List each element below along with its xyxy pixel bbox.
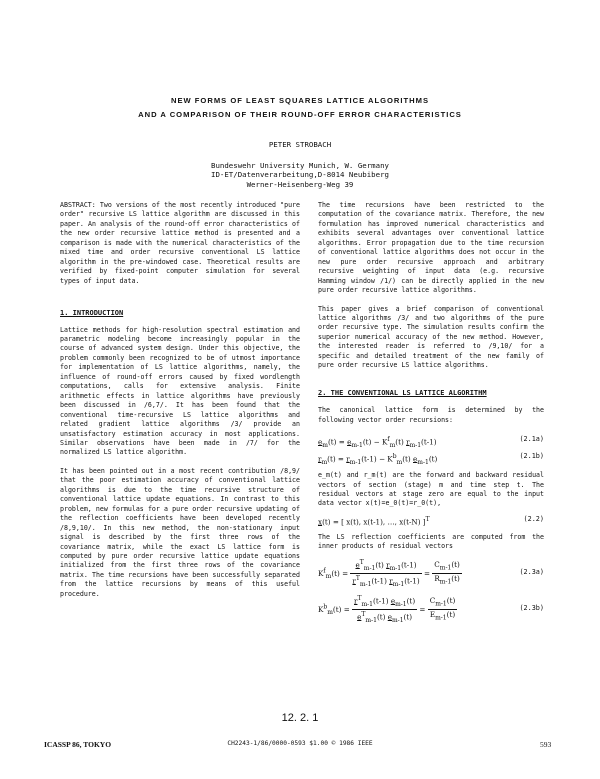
footer-page-number: 593 [540,740,552,749]
paper-title-line-1: NEW FORMS OF LEAST SQUARES LATTICE ALGORITHMS [170,96,430,105]
abstract: ABSTRACT: Two versions of the most recently introduced "pure order" recursive LS lattice algorithm are discussed in this paper. An analysis of the round-off error characteristics of the new order recursive lattice method is presented and a comparison is made with the numerical characteristics of the mixed time and order recursive conventional LS lattice algorithm in the pre-windowed case. Theoretical results are verified by fixed-point computer simulation for several types of input data. [60,201,300,285]
right-paragraph-1: The time recursions have been restricted to the computation of the covariance matrix. Therefore, the new formulation has improved numerical characteristics and exhibits several advantages over conventional lattice algorithms. Error propagation due to the time recursion of conventional lattice algorithms does not occur in the new pure order recursive approach and arbitrary recursive weighting of input data (e.g. recursive Hamming window /1/) can be directly applied in the new pure order recursive lattice algorithms. [318,201,544,295]
footer-conference: ICASSP 86, TOKYO [44,740,112,749]
equation-2-1b: $r_m(t) = r_{m-1}(t-1) - K^b_m(t)$ $e_{m-1}(t)$ [318,453,438,466]
equation-number-2-3b: (2.3b) [519,603,544,612]
right-column [318,201,544,626]
author-name: PETER STROBACH [268,140,332,149]
section-2-residual-description: e_m(t) and r_m(t) are the forward and backward residual vectors of section (stage) m and time step t. The residual vectors at stage zero are equal to the input data vector x(t)=e_0(t)=r_0(t), [318,471,544,508]
equation-block-2-3 [318,556,544,626]
equation-2-2: x(t) = [ x(t), x(t-1), …, x(t-N) ]$^T$ [318,515,430,527]
equation-number-2-1b: (2.1b) [519,452,544,461]
section-2-reflection-text: The LS reflection coefficients are computed from the inner products of residual vectors [318,532,544,551]
equation-number-2-3a: (2.3a) [519,567,544,576]
paper-title-line-2: AND A COMPARISON OF THEIR ROUND-OFF ERROR CHARACTERISTICS [138,110,462,119]
left-column [60,201,300,599]
section-1-paragraph-1: Lattice methods for high-resolution spectral estimation and parametric modeling become increasingly popular in the course of advanced system design. Under this objective, the problem commonly been recognized to be of utmost importance for implementation of LS lattice algorithms, namely, the influence of round-off errors caused by fixed wordlength computations, calls for extensive analysis. Finite arithmetic effects in lattice algorithms have previously been discussed in /6,7/. It has been found that the conventional time-recursive LS lattice algorithms and related gradient lattice algorithms /3/ provide an unsatisfactory estimation accuracy in most applications. Similar observations have been made in /7/ for the normalized LS lattice algorithm. [60,325,300,457]
equation-2-1a: $e_m(t) = e_{m-1}(t) - K^f_m(t)$ $r_{m-1}(t-1)$ [318,436,437,449]
footer-copyright: CH2243-1/86/0000-0593 $1.00 © 1986 IEEE [227,740,373,747]
equation-number-2-2: (2.2) [523,514,544,523]
page-section-number: 12. 2. 1 [281,712,319,724]
right-paragraph-2: This paper gives a brief comparison of conventional lattice algorithms /3/ and two algorithms of the pure order recursive type. The simulation results confirm the superior numerical accuracy of the new method. However, the interested reader is referred to /9,10/ for a specific and detailed treatment of the new family of pure order recursive LS lattice algorithms. [318,304,544,370]
affiliation-block [0,161,600,189]
section-2-intro: The canonical lattice form is determined by the following vector order recursions: [318,406,544,424]
section-1-paragraph-2: It has been pointed out in a most recent contribution /8,9/ that the poor estimation accuracy of conventional lattice algorithms is due to the time recursive structure of conventional lattice update equations. In contrast to this problem, new formulas for a pure order recursive updating of the reflection coefficients have been developed recently /8,9,10/. In this new method, the non-stationary input signal is described by the first three rows of the covariance matrix, while the exact LS lattice form is computed by pure order recursive lattice update equations initialized from the first three rows of the covariance matrix. The time recursions have been successfully separated from the lattice recursions by means of this useful procedure. [60,466,300,598]
equation-2-3a: $K^f_m(t)$ = $\frac{e^T_{m-1}(t) r_{m-1}(t-1)}{r^T_{m-1}(t-1) r_{m-1}(t-1)}$ = $\frac{C_{m-1}(t)}{R_{m-1}(t)}$ [318,558,460,588]
affiliation-line-2: ID-ET/Datenverarbeitung,D-8014 Neubiberg [211,170,389,180]
equation-block-2-1 [318,431,544,467]
equation-block-2-2 [318,513,544,531]
section-2-heading: 2. THE CONVENTIONAL LS LATTICE ALGORITHM [318,388,487,397]
section-1-heading: 1. INTRODUCTION [60,309,124,318]
affiliation-line-1: Bundeswehr University Munich, W. Germany [211,161,389,170]
equation-2-3b: $K^b_m(t)$ = $\frac{r^T_{m-1}(t-1) e_{m-1}(t)}{e^T_{m-1}(t) e_{m-1}(t)}$ = $\frac{C_{m-1}(t)}{E_{m-1}(t)}$ [318,594,456,624]
equation-number-2-1a: (2.1a) [519,435,544,444]
affiliation-line-3: Werner-Heisenberg-Weg 39 [246,179,354,189]
